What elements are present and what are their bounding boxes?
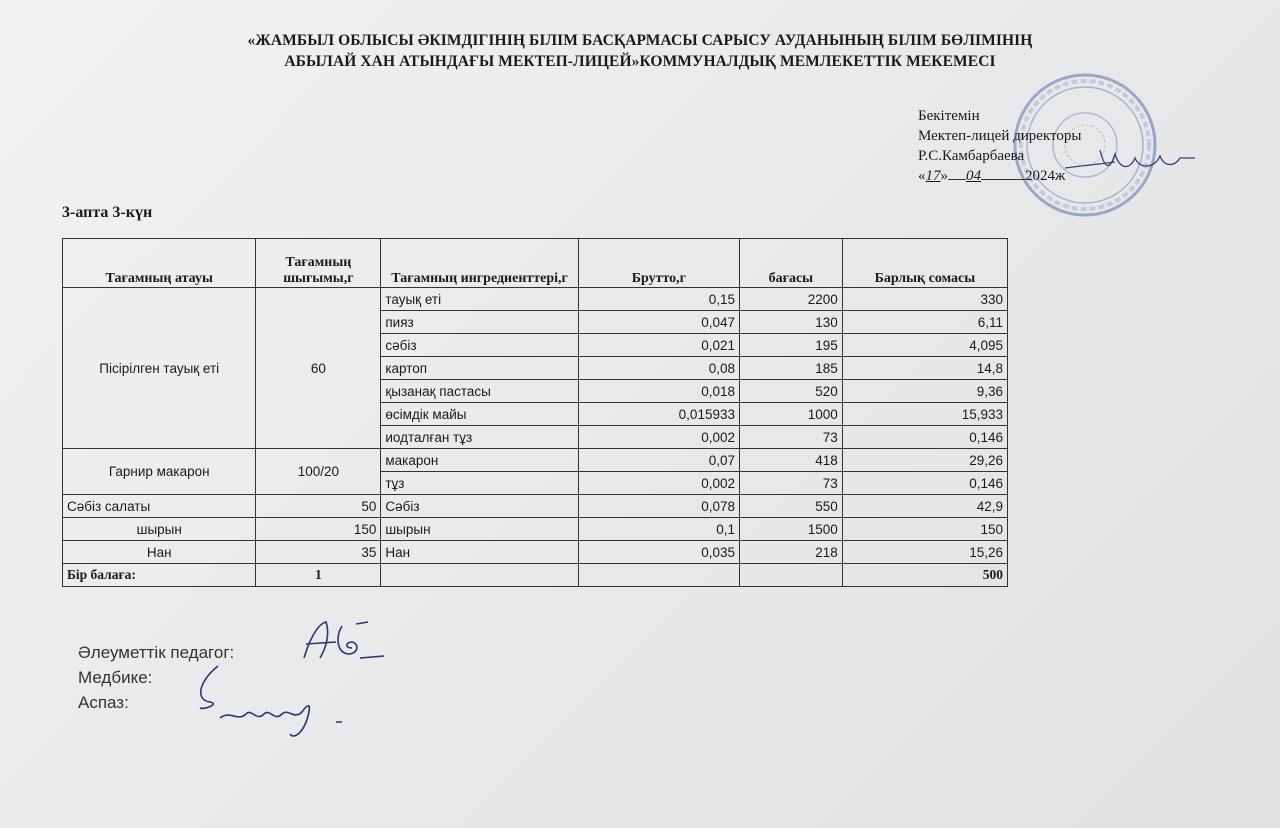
total-cell: 0,146: [842, 426, 1007, 449]
dish-yield-cell: 50: [256, 495, 381, 518]
table-row: [63, 288, 1008, 311]
dish-name-cell: Сәбіз салаты: [63, 495, 256, 518]
ingredient-name-cell: тұз: [381, 472, 578, 495]
brutto-cell: 0,035: [578, 541, 739, 564]
approval-day: 17: [925, 168, 941, 184]
table-footer-row: [63, 564, 1008, 587]
header-line-1: «ЖАМБЫЛ ОБЛЫСЫ ӘКІМДІГІНІҢ БІЛІМ БАСҚАРМАСЫ САРЫСУ АУДАНЫНЫҢ БІЛІМ БӨЛІМІНІҢ: [247, 32, 1033, 49]
ingredient-name-cell: пияз: [381, 311, 578, 334]
total-cell: 14,8: [842, 357, 1007, 380]
ingredient-name-cell: иодталған тұз: [381, 426, 578, 449]
dish-yield-cell: 100/20: [256, 449, 381, 495]
ingredient-name-cell: тауық еті: [381, 288, 578, 311]
ingredient-name-cell: Сәбіз: [381, 495, 578, 518]
total-cell: 4,095: [842, 334, 1007, 357]
header-ingredients: Тағамның ингредиенттері,г: [381, 239, 578, 288]
header-dish-name: Тағамның атауы: [63, 239, 256, 288]
total-cell: 9,36: [842, 380, 1007, 403]
brutto-cell: 0,078: [578, 495, 739, 518]
footer-label: Бір балаға:: [63, 564, 256, 587]
table-row: [63, 495, 1008, 518]
price-cell: 520: [739, 380, 842, 403]
document-header: [0, 30, 1280, 72]
dish-name-cell: Пісірілген тауық еті: [63, 288, 256, 449]
approval-block: [918, 106, 1081, 186]
total-cell: 6,11: [842, 311, 1007, 334]
approval-line-1: Бекітемін: [918, 108, 980, 124]
brutto-cell: 0,021: [578, 334, 739, 357]
brutto-cell: 0,08: [578, 357, 739, 380]
header-yield: Тағамның шығымы,г: [256, 239, 381, 288]
brutto-cell: 0,002: [578, 426, 739, 449]
approval-line-3: Р.С.Камбарбаева: [918, 148, 1025, 164]
footer-count: 1: [256, 564, 381, 587]
price-cell: 1500: [739, 518, 842, 541]
price-cell: 185: [739, 357, 842, 380]
social-pedagogue-label: Әлеуметтік педагог:: [78, 643, 235, 662]
approval-line-2: Мектеп-лицей директоры: [918, 128, 1082, 144]
dish-yield-cell: 35: [256, 541, 381, 564]
ingredient-name-cell: Нан: [381, 541, 578, 564]
week-day-label: 3-апта 3-күн: [62, 204, 153, 221]
brutto-cell: 0,07: [578, 449, 739, 472]
brutto-cell: 0,1: [578, 518, 739, 541]
approval-year: 2024ж: [1025, 168, 1066, 184]
total-cell: 330: [842, 288, 1007, 311]
table-header-row: [63, 239, 1008, 288]
total-cell: 150: [842, 518, 1007, 541]
header-line-2: АБЫЛАЙ ХАН АТЫНДАҒЫ МЕКТЕП-ЛИЦЕЙ»КОММУНАЛДЫҚ МЕМЛЕКЕТТІК МЕКЕМЕСІ: [284, 53, 996, 70]
dish-name-cell: Гарнир макарон: [63, 449, 256, 495]
price-cell: 73: [739, 426, 842, 449]
cook-signature-icon: [190, 660, 350, 744]
table-body: [63, 288, 1008, 564]
header-brutto: Брутто,г: [578, 239, 739, 288]
total-cell: 15,933: [842, 403, 1007, 426]
brutto-cell: 0,018: [578, 380, 739, 403]
table-row: [63, 449, 1008, 472]
dish-name-cell: Нан: [63, 541, 256, 564]
ingredient-name-cell: картоп: [381, 357, 578, 380]
pedagogue-signature-icon: [296, 618, 386, 664]
dish-name-cell: шырын: [63, 518, 256, 541]
price-cell: 130: [739, 311, 842, 334]
table-row: [63, 518, 1008, 541]
nurse-label: Медбике:: [78, 668, 153, 687]
menu-cost-table: [62, 238, 1008, 587]
brutto-cell: 0,047: [578, 311, 739, 334]
footer-total: 500: [842, 564, 1007, 587]
ingredient-name-cell: шырын: [381, 518, 578, 541]
brutto-cell: 0,015933: [578, 403, 739, 426]
price-cell: 2200: [739, 288, 842, 311]
price-cell: 1000: [739, 403, 842, 426]
ingredient-name-cell: сәбіз: [381, 334, 578, 357]
dish-yield-cell: 60: [256, 288, 381, 449]
brutto-cell: 0,002: [578, 472, 739, 495]
total-cell: 42,9: [842, 495, 1007, 518]
approval-date: «17» 04 2024ж: [918, 168, 1066, 184]
price-cell: 195: [739, 334, 842, 357]
brutto-cell: 0,15: [578, 288, 739, 311]
total-cell: 0,146: [842, 472, 1007, 495]
ingredient-name-cell: қызанақ пастасы: [381, 380, 578, 403]
ingredient-name-cell: макарон: [381, 449, 578, 472]
header-price: бағасы: [739, 239, 842, 288]
ingredient-name-cell: өсімдік майы: [381, 403, 578, 426]
dish-yield-cell: 150: [256, 518, 381, 541]
price-cell: 73: [739, 472, 842, 495]
total-cell: 15,26: [842, 541, 1007, 564]
director-signature-icon: [1060, 140, 1200, 180]
header-total: Барлық сомасы: [842, 239, 1007, 288]
price-cell: 550: [739, 495, 842, 518]
price-cell: 218: [739, 541, 842, 564]
table-row: [63, 541, 1008, 564]
price-cell: 418: [739, 449, 842, 472]
cook-label: Аспаз:: [78, 693, 129, 712]
total-cell: 29,26: [842, 449, 1007, 472]
approval-month: 04: [966, 168, 981, 184]
